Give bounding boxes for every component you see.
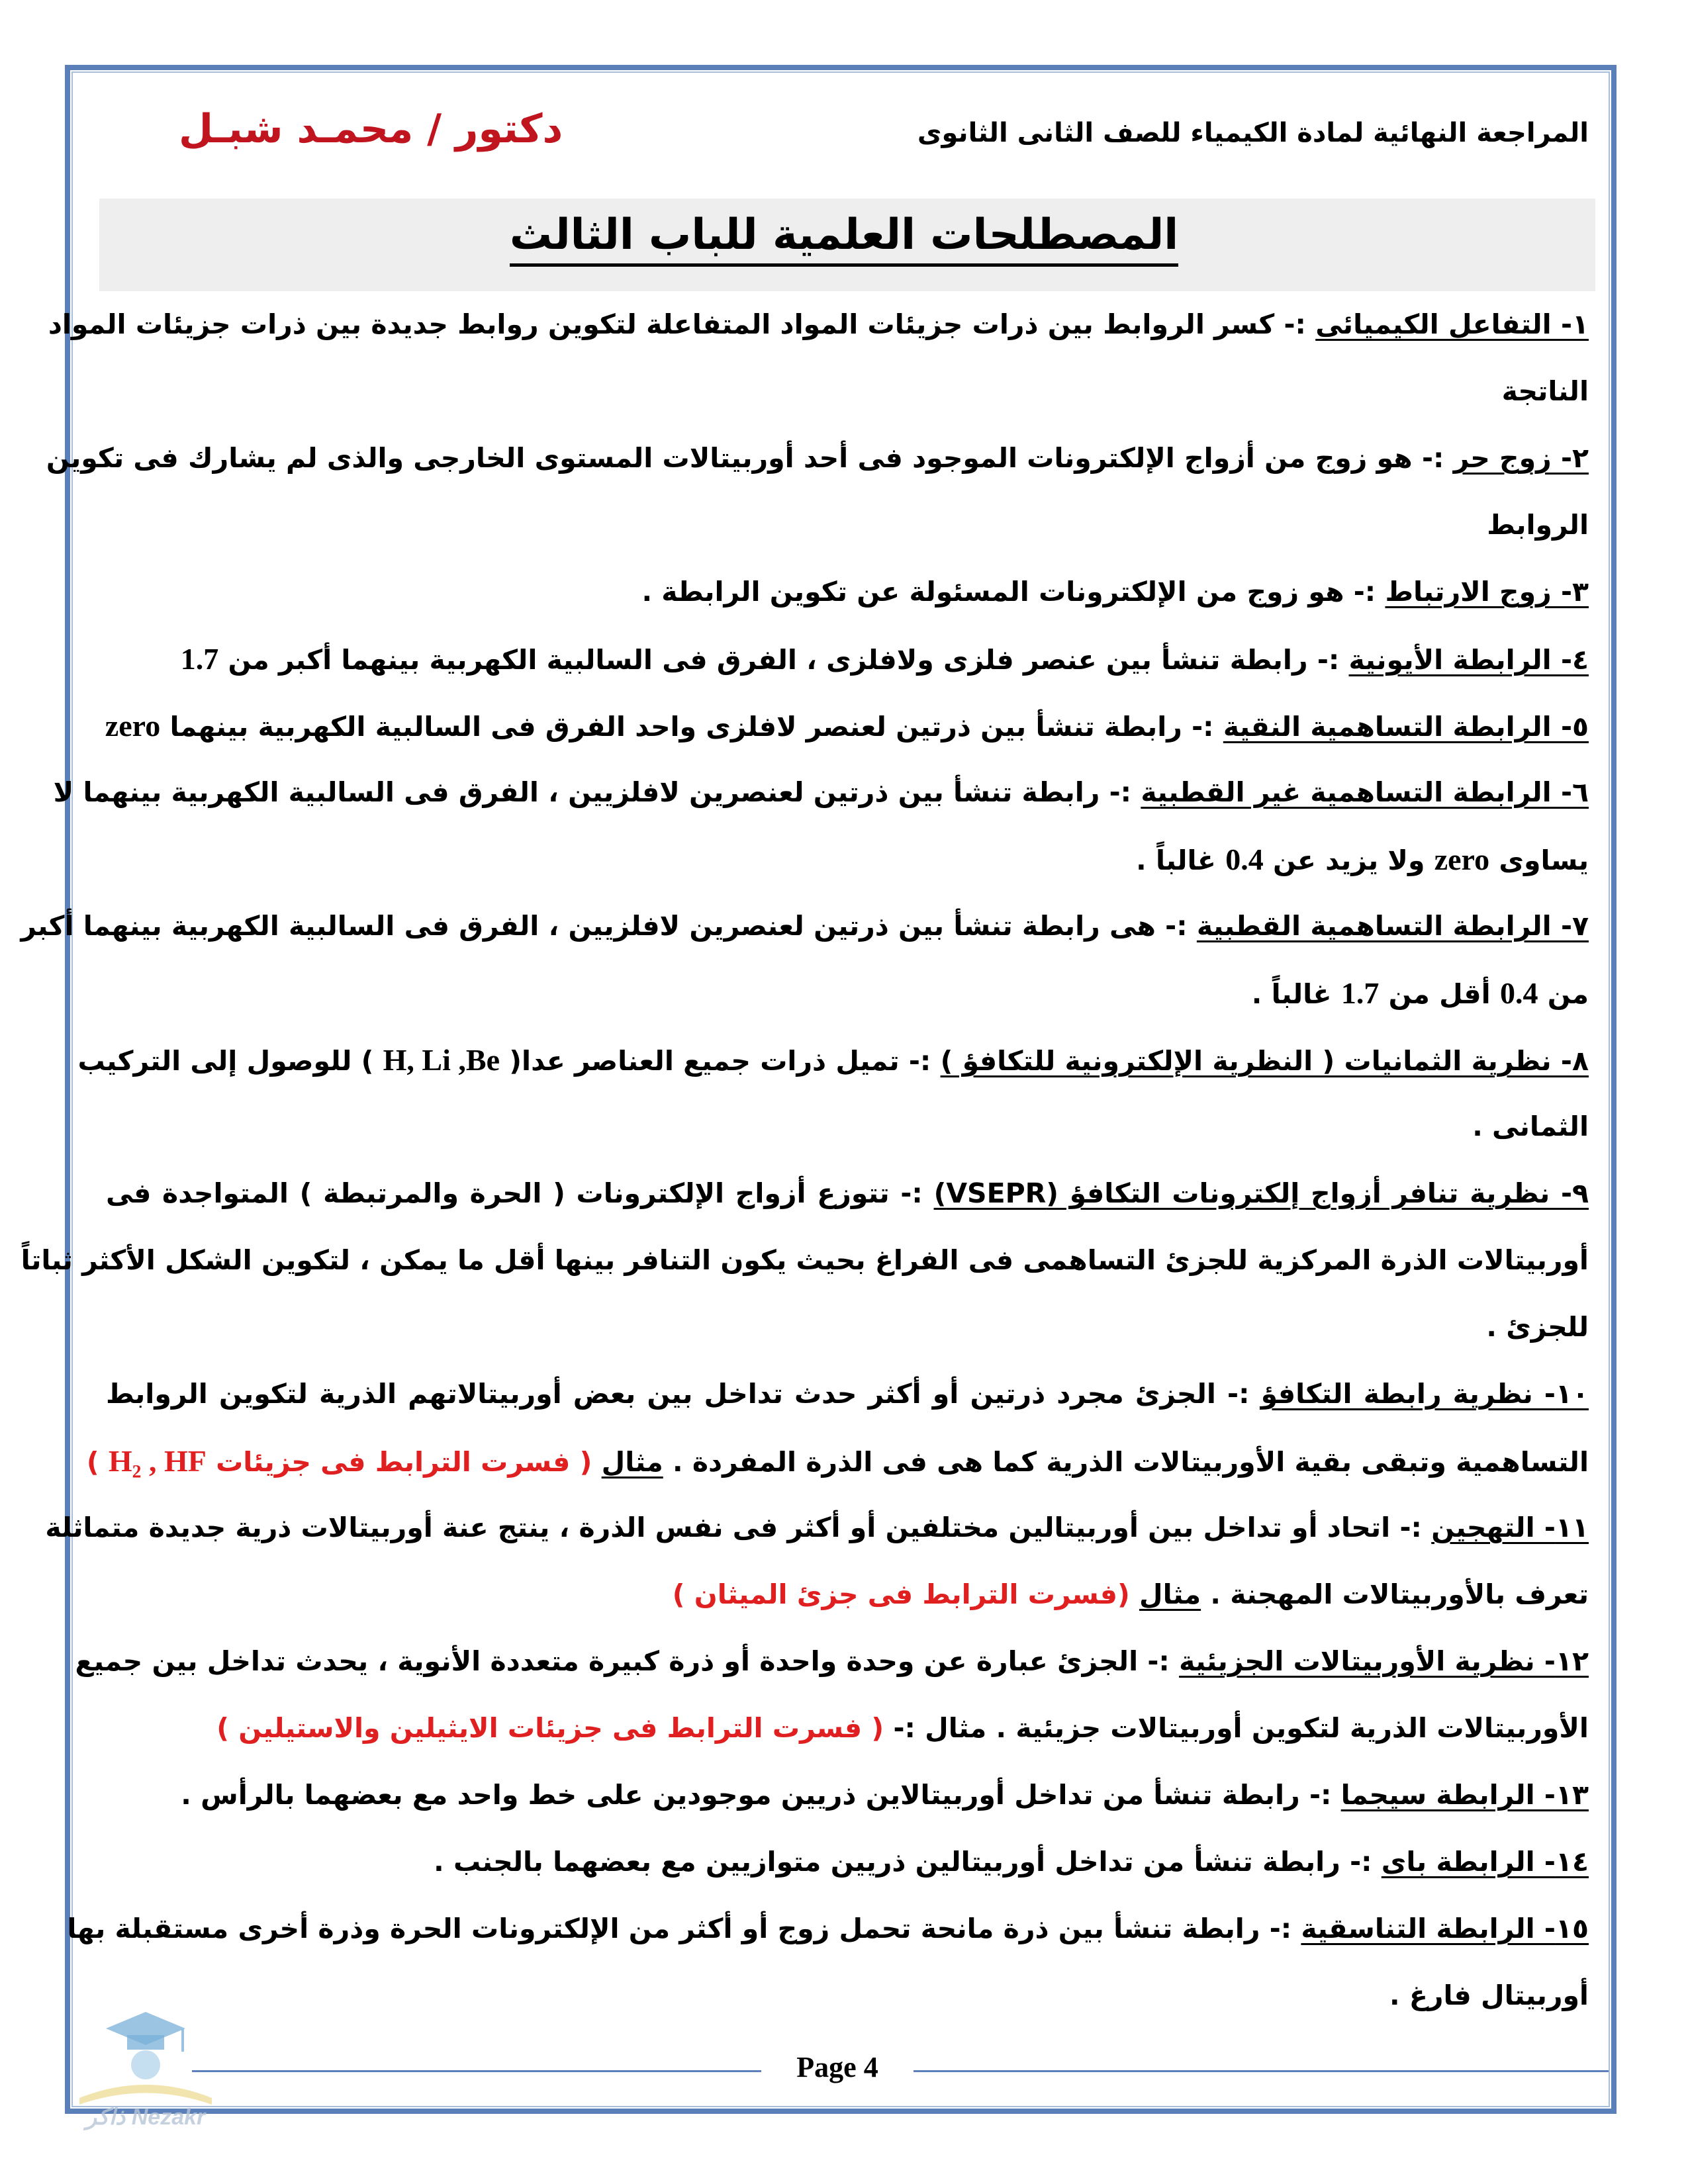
term-2-cont: الروابط <box>1487 509 1589 541</box>
term-label: ٥- الرابطة التساهمية النقية <box>1223 711 1589 743</box>
term-definition: :- تتوزع أزواج الإلكترونات ( الحرة والمرتبطة ) المتواجدة فى <box>106 1177 934 1209</box>
example-label: مثال <box>601 1446 663 1478</box>
header-subject: المراجعة النهائية لمادة الكيمياء للصف الثانى الثانوى <box>917 118 1589 148</box>
term-7-cont <box>106 960 1589 1026</box>
example-label: مثال <box>1139 1578 1201 1610</box>
term-10-cont <box>86 1428 1589 1494</box>
term-11 <box>45 1494 1589 1561</box>
term-label: ٤- الرابطة الأيونية <box>1348 644 1589 676</box>
term-9-cont: أوربيتالات الذرة المركزية للجزئ التساهمى فى الفراغ بحيث يكون التنافر بينها أقل ما يمكن ، لتكوين الشكل الأكثر ثباتاً <box>21 1244 1589 1276</box>
term-label: ٦- الرابطة التساهمية غير القطبية <box>1141 776 1589 808</box>
graduation-cap-icon <box>53 1999 238 2131</box>
text-run: الأوربيتالات الذرية لتكوين أوربيتالات جزيئية . مثال :- <box>884 1712 1589 1744</box>
term-13 <box>106 1762 1589 1829</box>
value-number: 1.7 <box>180 642 219 676</box>
term-14 <box>106 1829 1589 1895</box>
term-label: ١٢- نظرية الأوربيتالات الجزيئية <box>1179 1645 1589 1677</box>
term-definition: :- الجزئ مجرد ذرتين أو أكثر حدث تداخل بين بعض أوربيتالاتهم الذرية لتكوين الروابط <box>106 1378 1261 1410</box>
term-3 <box>106 559 1589 625</box>
term-label: ١- التفاعل الكيميائى <box>1315 308 1589 340</box>
term-1-cont: الناتجة <box>1501 375 1589 407</box>
logo-text: Nezakr ذاكر <box>85 2105 206 2130</box>
value-number: zero <box>1434 842 1490 876</box>
text-run: التساهمية وتبقى بقية الأوربيتالات الذرية كما هى فى الذرة المفردة . <box>663 1446 1589 1478</box>
terms-list <box>21 291 1589 2029</box>
term-definition: :- هو زوج من أزواج الإلكترونات الموجود فى أحد أوربيتالات المستوى الخارجى والذى لم يشارك فى تكوين <box>46 442 1454 474</box>
page-number: Page 4 <box>796 2051 878 2083</box>
term-definition: :- الجزئ عبارة عن وحدة واحدة أو ذرة كبيرة متعددة الأنوية ، يحدث تداخل بين جميع <box>75 1645 1180 1677</box>
term-label: ٢- زوج حر <box>1453 442 1589 474</box>
text-run: ولا يزيد عن <box>1263 844 1434 876</box>
example-formula: H₂ , HF <box>108 1444 207 1478</box>
term-1 <box>48 291 1589 358</box>
term-label: ١٠- نظرية رابطة التكافؤ <box>1260 1378 1589 1410</box>
text-run: تعرف بالأوربيتالات المهجنة . <box>1201 1578 1589 1610</box>
text-run: من <box>1538 978 1589 1010</box>
term-9 <box>106 1160 1589 1227</box>
example-highlight: (فسرت الترابط فى جزئ الميثان ) <box>672 1578 1139 1610</box>
term-8-cont: الثمانى . <box>1472 1111 1589 1142</box>
value-number: 1.7 <box>1340 976 1380 1010</box>
term-5 <box>106 692 1589 759</box>
term-9-cont2: للجزئ . <box>1486 1311 1589 1343</box>
footer-rule-left <box>192 2070 761 2072</box>
term-label: ٩- نظرية تنافر أزواج إلكترونات التكافؤ (VSEPR) <box>933 1177 1589 1209</box>
page-title <box>0 210 1688 259</box>
term-label: ١١- التهجين <box>1431 1512 1589 1543</box>
term-15 <box>67 1895 1589 1962</box>
term-15-cont: أوربيتال فارغ . <box>1389 1979 1589 2011</box>
term-definition: :- رابطة تنشأ بين ذرتين لعنصرين لافلزيين ، الفرق فى السالبية الكهربية بينهما لا <box>53 776 1141 808</box>
page-header <box>126 106 1589 165</box>
term-definition: :- كسر الروابط بين ذرات جزيئات المواد المتفاعلة لتكوين روابط جديدة بين ذرات جزيئات المواد <box>48 308 1316 340</box>
term-label: ٨- نظرية الثمانيات ( النظرية الإلكترونية للتكافؤ ) <box>940 1045 1589 1077</box>
term-definition: :- رابطة تنشأ بين عنصر فلزى ولافلزى ، الفرق فى السالبية الكهربية بينهما أكبر من <box>218 644 1349 676</box>
footer-rule-right <box>914 2070 1609 2072</box>
term-definition: :- رابطة تنشأ بين ذرتين لعنصر لافلزى واحد الفرق فى السالبية الكهربية بينهما <box>160 711 1223 743</box>
term-10 <box>106 1361 1589 1428</box>
value-number: zero <box>105 709 161 743</box>
term-label: ١٥- الرابطة التناسقية <box>1301 1913 1589 1944</box>
term-4 <box>106 625 1589 692</box>
term-12-cont <box>106 1695 1589 1762</box>
term-label: ٣- زوج الارتباط <box>1385 576 1589 608</box>
value-number: 0.4 <box>1225 842 1264 876</box>
term-definition: :- تميل ذرات جميع العناصر عدا( <box>500 1045 941 1077</box>
term-label: ٧- الرابطة التساهمية القطبية <box>1196 910 1589 942</box>
element-symbols: H, Li ,Be <box>383 1043 500 1077</box>
term-definition: :- هو زوج من الإلكترونات المسئولة عن تكوين الرابطة . <box>641 576 1385 608</box>
text-run: يساوى <box>1489 844 1589 876</box>
text-run: غالباً . <box>1136 844 1226 876</box>
example-highlight: ( فسرت الترابط فى جزيئات الايثيلين والاستيلين ) <box>216 1712 884 1744</box>
value-number: 0.4 <box>1499 976 1538 1010</box>
text-run: غالباً . <box>1251 978 1341 1010</box>
text-run: أقل من <box>1379 978 1500 1010</box>
term-definition: ) للوصول إلى التركيب <box>77 1045 383 1077</box>
term-7 <box>21 893 1589 960</box>
term-12 <box>75 1628 1589 1695</box>
term-6-cont <box>106 826 1589 893</box>
term-definition: :- هى رابطة تنشأ بين ذرتين لعنصرين لافلزيين ، الفرق فى السالبية الكهربية بينهما أكبر <box>21 910 1197 942</box>
term-definition: :- رابطة تنشأ بين ذرة مانحة تحمل زوج أو أكثر من الإلكترونات الحرة وذرة أخرى مستقبلة بها <box>67 1913 1301 1944</box>
term-definition: :- رابطة تنشأ من تداخل أوربيتالين ذريين متوازيين مع بعضهما بالجنب . <box>434 1846 1382 1878</box>
header-author: دكتور / محمـد شبـل <box>179 106 563 152</box>
term-definition: :- اتحاد أو تداخل بين أوربيتالين مختلفين أو أكثر فى نفس الذرة ، ينتج عنة أوربيتالات ذرية جديدة متماثلة <box>45 1512 1432 1543</box>
term-label: ١٣- الرابطة سيجما <box>1340 1779 1589 1811</box>
site-logo <box>53 1999 238 2131</box>
term-2 <box>46 425 1589 492</box>
term-definition: :- رابطة تنشأ من تداخل أوربيتالاين ذريين موجودين على خط واحد مع بعضهما بالرأس . <box>181 1779 1341 1811</box>
term-label: ١٤- الرابطة باى <box>1381 1846 1589 1878</box>
example-highlight: ( فسرت الترابط فى جزيئات <box>206 1446 602 1478</box>
term-8 <box>77 1026 1589 1093</box>
term-11-cont <box>106 1561 1589 1628</box>
page-title-text: المصطلحات العلمية للباب الثالث <box>510 210 1178 267</box>
example-close: ) <box>86 1446 109 1478</box>
term-6 <box>53 759 1589 826</box>
